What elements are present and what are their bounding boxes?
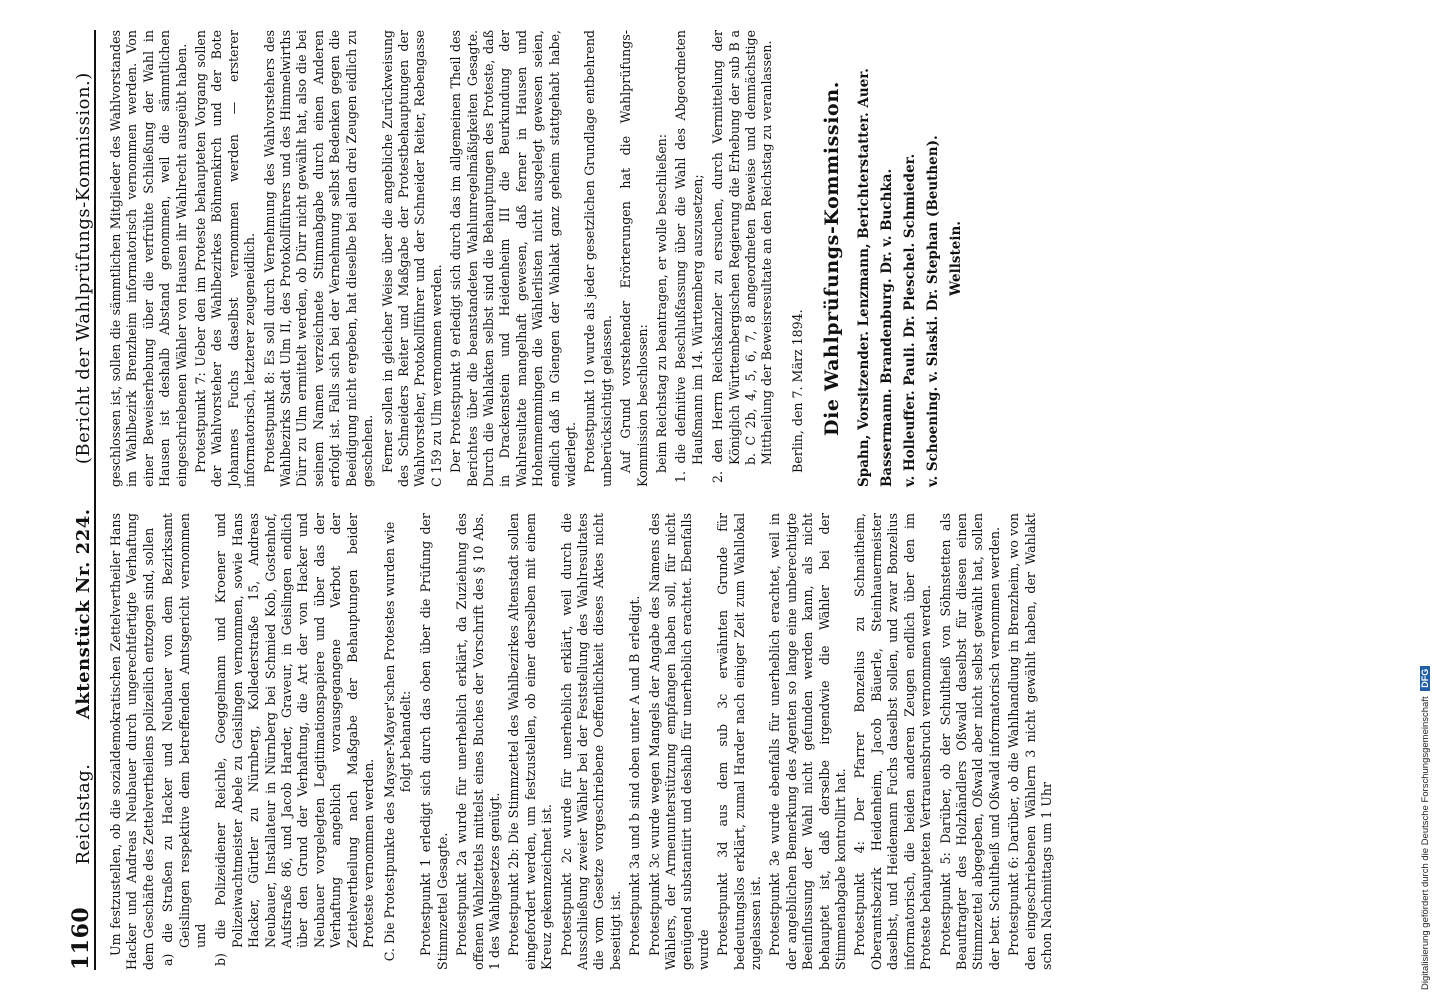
signature-line: Spahn, Vorsitzender. Lenzmann, Berichterstatter. Auer. [855,68,872,487]
digitization-footer [1420,666,1431,990]
paragraph: Ferner sollen in gleicher Weise über die angebliche Zurückweisung des Schneiders Reiter und Maßgabe der Protestbehauptungen der Wahlvorsteher, Protokollführer und der Schneider Reiter, Rebengasse C 159 zu Ulm vernommen werden. [379,30,444,487]
commission-title: Die Wahlprüfungs-Kommission. [821,81,844,436]
paragraph: Protestpunkt 2a wurde für unerheblich erklärt, da Zuziehung des offenen Wahlzettels mittelst eines Buches der Vorschrift des § 10 Abs. 1 des Wahlgesetzes genügt. [454,513,502,970]
paragraph: Protestpunkt 4: Der Pfarrer Bonzelius zu Schnaitheim, Oberamtsbezirk Heidenheim, Jacob Bäuerle, Steinhauermeister daselbst, und Heidemann Fuchs daselbst sollen, und zwar Bonzelius informatorisch, die beiden anderen Zeugen endlich über den im Proteste behaupteten Vertrauensbruch vernommen werden. [852,513,934,970]
paragraph: Protestpunkt 3a und b sind oben unter A und B erledigt. [627,595,643,956]
resolution-item: 1. die definitive Beschlußfassung über die Wahl des Abgeordneten Haußmann im 14. Württemberg auszusetzen; [673,30,705,483]
signature-line: Bassermann. Brandenburg. Dr. v. Buchka. [878,168,895,487]
paragraph: Protestpunkt 5: Darüber, ob der Schultheiß von Söhnstetten als Beauftragter des Holzhändlers Oßwald daselbst für diesen einen Stimmzettel abgegeben, Oßwald aber nicht selbst gewählt hat, sollen der betr. Schultheiß und Oßwald informatorisch vernommen werden. [937,513,1002,970]
document-page [30,0,1410,1000]
paragraph: Protestpunkt 3e wurde ebenfalls für unerheblich erachtet, weil in der angeblichen Bemerkung des Agenten so lange eine unberechtigte Beeinflussung der Wahl nicht gefunden werden kann, als nicht behauptet ist, daß derselbe irgendwie die Wähler bei der Stimmenabgabe kontrollirt hat. [767,513,849,970]
paragraph: beim Reichstag zu beantragen, er wolle beschließen: [654,133,669,473]
paragraph: Protestpunkt 6: Darüber, ob die Wahlhandlung in Brenzheim, wo von den eingeschriebenen Wählern 3 nicht gewählt haben, der Wahlakt schon Nachmittags um 1 Uhr [1006,513,1054,970]
paragraph: Protestpunkt 8: Es soll durch Vernehmung des Wahlvorstehers des Wahlbezirks Stadt Ulm II, des Protokollführers und des Himmelwirths Dürr zu Ulm ermittelt werden, ob Dürr nicht gewählt hat, also die bei seinem Namen verzeichnete Stimmabgabe durch einen Anderen erfolgt ist. Falls sich bei der Vernehmung selbst Bedenken gegen die Beeidigung nicht ergeben, hat dieselbe bei allen drei Zeugen eidlich zu geschehen. [261,30,376,487]
date-line: Berlin, den 7. März 1894. [789,309,805,473]
paragraph: Protestpunkt 1 erledigt sich durch das oben über die Prüfung der Stimmzettel Gesagte. [418,513,450,970]
signature-line: v. Holleuffer. Pauli. Dr. Pieschel. Schmieder. [901,153,918,487]
paragraph: Auf Grund vorstehender Erörterungen hat die Wahlprüfungs-Kommission beschlossen: [618,30,650,487]
paragraph: Protestpunkt 7: Ueber den im Proteste behaupteten Vorgang sollen der Wahlvorsteher des Wahlbezirkes Böhmenkirch und der Bote Johannes Fuchs daselbst vernommen werden — ersterer informatorisch, letzterer zeugeneidlich. [193,30,258,487]
paragraph: geschlossen ist, sollen die sämmtlichen Mitglieder des Wahlvorstandes im Wahlbezirk Brenzheim informatorisch vernommen werden. Von einer Beweiserhebung über die verfrühte Schließung der Wahl in Hausen ist deshalb Abstand genommen, weil die sämmtlichen eingeschriebenen Wähler von Hausen ihr Wahlrecht ausgeübt haben. [108,30,189,487]
page-number: 1160 [68,906,94,970]
header-left: Reichstag. [73,763,94,865]
signature-line: Wellstein. [947,221,964,296]
resolution-item: 2. den Herrn Reichskanzler zu ersuchen, durch Vermittelung der Königlich Württembergischen Regierung die Erhebung der sub B a b. C 2b, 4, 5, 6, 7, 8 angeordneten Beweise und demnächstige Mittheilung der Beweisresultate an den Reichstag zu veranlassen. [710,30,775,483]
paragraph: Der Protestpunkt 9 erledigt sich durch das im allgemeinen Theil des Berichtes über die beanstandeten Wahlunregelmäßigkeiten Gesagte. Durch die Wahlakten selbst sind die Behauptungen des Proteste, daß in Drackenstein und Heidenheim III die Beurkundung der Wahlresultate mangelhaft gewesen, daß ferner in Hausen und Hohenmemmingen die Wählerlisten nicht ausgelegt gewesen seien, endlich daß in Giengen der Wahlakt ganz geheim stattgehabt habe, widerlegt. [448,30,578,487]
footer-text: Digitalisierung gefördert durch die Deutsche Forschungsgemeinschaft [1420,696,1431,990]
paragraph: Protestpunkt 3d aus dem sub 3c erwähnten Grunde für bedeutungslos erklärt, zumal Harder nach einiger Zeit zum Wahllokal zugelassen ist. [715,513,764,970]
paragraph: Protestpunkt 2b: Die Stimmzettel des Wahlbezirkes Altenstadt sollen eingefordert werden, um festzustellen, ob einer derselben mit einem Kreuz gekennzeichnet ist. [506,513,555,970]
column-right [108,30,1388,487]
header-right: (Bericht der Wahlprüfungs-Kommission.) [73,72,94,465]
column-left [108,513,1388,970]
list-item: b) die Polizeidiener Reichle, Goeggelmann und Kroener und Polizeiwachtmeister Abele zu Geislingen vernommen, sowie Hans Hacker, Gürtler zu Nürnberg, Kollederstraße 15, Andreas Neubauer, Installateur in Nürnberg bei Schmied Kob, Gostenhof, Aufstraße 86, und Jacob Harder, Graveur, in Geislingen endlich über den Grund der Verhaftung, die Art der von Hacker und Neubauer vorgelegten Legitimationspapiere und über das der Verhaftung angeblich vorausgegangene Verbot der Zettelvertheilung nach Maßgabe der Behauptungen beider Proteste vernommen werden. [213,513,377,966]
section-heading: C. Die Protestpunkte des Mayser-Mayer'schen Protestes wurden wie folgt behandelt: [381,521,413,962]
page-header [58,30,96,970]
paragraph: Um festzustellen, ob die sozialdemokratischen Zettelvertheiler Hans Hacker und Andreas Neubauer durch ungerechtfertigte Verhaftung dem Geschäfte des Zettelvertheilens polizeilich entzogen sind, sollen [108,513,156,970]
dfg-logo: DFG [1420,666,1430,691]
header-middle: Aktenstück Nr. 224. [73,508,94,720]
text-columns [108,30,1388,970]
signature-line: v. Schoening. v. Slaski. Dr. Stephan (Beuthen). [924,135,941,487]
header-titles [73,30,94,907]
paragraph: Protestpunkt 2c wurde für unerheblich erklärt, weil durch die Ausschließung zweier Wähler bei der Feststellung des Wahlresultates die vom Gesetze vorgeschriebene Oeffentlichkeit dieses Aktes nicht beseitigt ist. [558,513,623,970]
list-item: a) die Straßen zu Hacker und Neubauer von dem Bezirksamt Geislingen respektive dem betreffenden Amtsgericht vernommen und [160,513,209,966]
paragraph: Protestpunkt 3c wurde wegen Mangels der Angabe des Namens des Wählers, der Armenunterstützung empfangen haben soll, für nicht genügend substantiirt und deshalb für unerheblich erachtet. Ebenfalls wurde [646,513,711,970]
paragraph: Protestpunkt 10 wurde als jeder gesetzlichen Grundlage entbehrend unberücksichtigt gelassen. [582,30,614,487]
